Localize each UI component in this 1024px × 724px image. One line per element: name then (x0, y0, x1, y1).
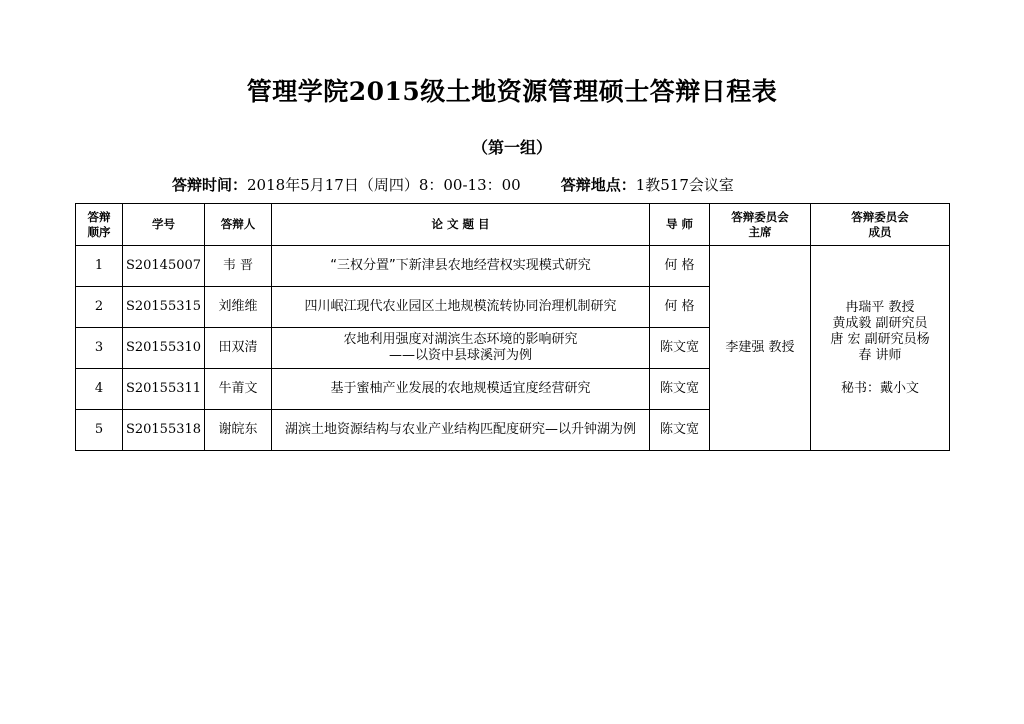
group-subtitle: （第一组） (471, 138, 552, 157)
topic-cell: 基于蜜柚产业发展的农地规模适宜度经营研究 (272, 369, 650, 410)
tutor-cell: 陈文宽 (650, 410, 710, 451)
defense-info (172, 174, 872, 195)
tutor-cell: 陈文宽 (650, 369, 710, 410)
topic-title: 农地利用强度对湖滨生态环境的影响研究 (343, 332, 578, 347)
seq-cell: 2 (76, 287, 123, 328)
seq-cell: 1 (76, 246, 123, 287)
table-row (76, 246, 950, 287)
student-cell: 谢皖东 (205, 410, 272, 451)
member-line: 唐 宏 副研究员杨 (830, 331, 930, 347)
topic-cell: “三权分置”下新津县农地经营权实现模式研究 (272, 246, 650, 287)
header-tutor: 导 师 (650, 204, 710, 246)
topic-subtitle: ——以资中县球溪河为例 (388, 348, 532, 363)
member-line: 黄成毅 副研究员 (832, 315, 928, 331)
schedule-table (75, 203, 950, 451)
page-title: 管理学院2015级土地资源管理硕士答辩日程表 (246, 77, 778, 106)
student-cell: 田双清 (205, 328, 272, 369)
student-id-cell: S20155318 (123, 410, 205, 451)
time-value: 2018年5月17日（周四）8：00-13：00 (247, 176, 521, 194)
topic-cell: 四川岷江现代农业园区土地规模流转协同治理机制研究 (272, 287, 650, 328)
member-line: 冉瑞平 教授 (845, 299, 915, 315)
seq-cell: 5 (76, 410, 123, 451)
student-cell: 刘维维 (205, 287, 272, 328)
topic-cell: 湖滨土地资源结构与农业产业结构匹配度研究—以升钟湖为例 (272, 410, 650, 451)
tutor-cell: 陈文宽 (650, 328, 710, 369)
header-student: 答辩人 (205, 204, 272, 246)
tutor-cell: 何 格 (650, 287, 710, 328)
student-id-cell: S20155311 (123, 369, 205, 410)
header-chair: 答辩委员会 主席 (710, 204, 811, 246)
header-seq: 答辩 顺序 (76, 204, 123, 246)
topic-cell (272, 328, 650, 369)
header-student-id: 学号 (123, 204, 205, 246)
student-cell: 韦 晋 (205, 246, 272, 287)
header-members: 答辩委员会 成员 (811, 204, 950, 246)
place-label: 答辩地点： (560, 176, 636, 194)
time-label: 答辩时间： (172, 176, 248, 194)
header-topic: 论 文 题 目 (272, 204, 650, 246)
student-id-cell: S20155315 (123, 287, 205, 328)
secretary: 秘书：戴小文 (840, 380, 919, 396)
student-id-cell: S20145007 (123, 246, 205, 287)
chair-cell: 李建强 教授 (710, 246, 811, 451)
place-value: 1教517会议室 (635, 176, 734, 194)
student-cell: 牛莆文 (205, 369, 272, 410)
header-row (76, 204, 950, 246)
member-line: 春 讲师 (858, 347, 902, 363)
student-id-cell: S20155310 (123, 328, 205, 369)
seq-cell: 4 (76, 369, 123, 410)
members-cell (811, 246, 950, 451)
seq-cell: 3 (76, 328, 123, 369)
tutor-cell: 何 格 (650, 246, 710, 287)
